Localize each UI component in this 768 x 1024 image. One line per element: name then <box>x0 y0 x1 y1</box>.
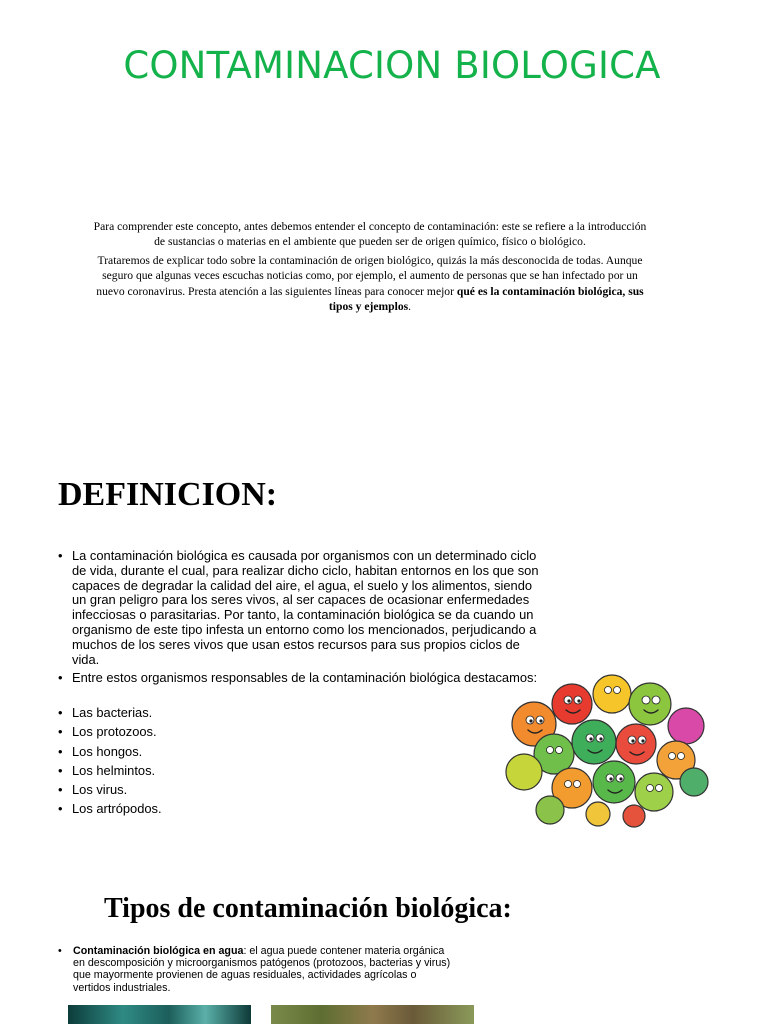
type-item-text: : el agua puede contener materia orgánica en descomposición y microorganismos patógenos (protozoos, bacterias y virus) que mayormente provienen de aguas residuales, actividades agrícolas o vertidos industriales. <box>73 945 451 994</box>
intro-paragraph-1: Para comprender este concepto, antes debemos entender el concepto de contaminación: este se refiere a la introducción de sustancias o materias en el ambiente que pueden ser de origen químico, físico o biológico. <box>93 220 647 249</box>
intro-paragraph-2-bold: qué es la contaminación biológica, sus tipos y ejemplos <box>328 284 644 314</box>
organism-item: • Los protozoos. <box>57 725 547 744</box>
definition-paragraph: • Entre estos organismos responsables de la contaminación biológica destacamos: <box>57 671 547 686</box>
organism-item: • Los hongos. <box>57 745 547 764</box>
intro-paragraph-2-end: . <box>408 300 412 314</box>
soil-contamination-photo <box>271 1005 474 1024</box>
type-item <box>57 945 452 994</box>
intro-text <box>88 219 652 317</box>
water-contamination-photo <box>68 1005 251 1024</box>
organism-item: • Los helmintos. <box>57 764 547 783</box>
intro-paragraph-2 <box>88 253 652 315</box>
germs-illustration <box>494 664 716 828</box>
types-heading: Tipos de contaminación biológica: <box>104 893 512 924</box>
organism-list <box>57 706 547 822</box>
definition-heading: DEFINICION: <box>58 476 278 513</box>
organism-item: • Las bacterias. <box>57 706 547 725</box>
definition-paragraph: • La contaminación biológica es causada por organismos con un determinado ciclo de vida, durante el cual, para realizar dicho ciclo, habitan entornos en los que son capaces de degradar la calidad del aire, el agua, el suelo y los alimentos, siendo un gran peligro para los seres vivos, al ser capaces de ocasionar enfermedades infecciosas o parasitarias. Por tanto, la contaminación biológica se da cuando un organismo de este tipo infesta un entorno como los mencionados, perjudicando a muchos de los seres vivos que usan estos recursos para sus propios ciclos de vida. <box>57 549 547 667</box>
definition-paragraph-list <box>57 549 547 690</box>
types-list <box>57 945 452 994</box>
organism-item: • Los artrópodos. <box>57 802 547 821</box>
page-title: CONTAMINACION BIOLOGICA <box>123 44 661 87</box>
organism-item: • Los virus. <box>57 783 547 802</box>
intro-paragraph-2-text: Trataremos de explicar todo sobre la contaminación de origen biológico, quizás la más desconocida de todas. Aunque seguro que algunas veces escuchas noticias como, por ejemplo, el aumento de personas que se han infectado por un nuevo coronavirus. Presta atención a las siguientes líneas para conocer mejor <box>96 253 643 298</box>
type-item-title: Contaminación biológica en agua <box>73 945 244 957</box>
